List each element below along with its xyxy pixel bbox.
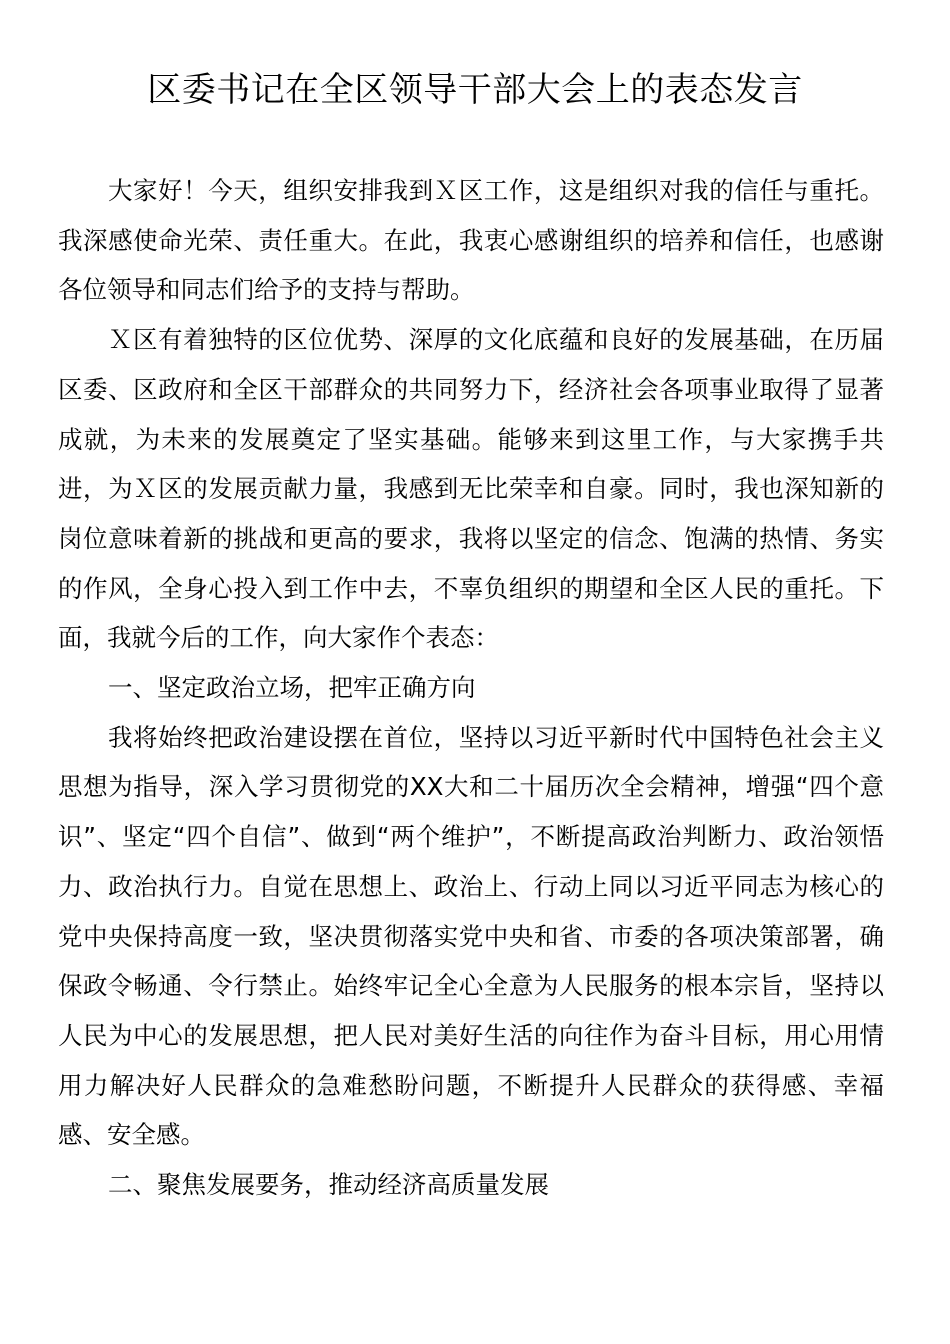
document-title: 区委书记在全区领导干部大会上的表态发言 (147, 70, 803, 110)
paragraph-political-stance: 我将始终把政治建设摆在首位，坚持以习近平新时代中国特色社会主义思想为指导，深入学习贯彻党的XX大和二十届历次全会精神，增强“四个意识”、坚定“四个自信”、做到“两个维护”，不断提高政治判断力、政治领悟力、政治执行力。自觉在思想上、政治上、行动上同以习近平同志为核心的党中央保持高度一致，坚决贯彻落实党中央和省、市委的各项决策部署，确保政令畅通、令行禁止。始终牢记全心全意为人民服务的根本宗旨，坚持以人民为中心的发展思想，把人民对美好生活的向往作为奋斗目标，用心用情用力解决好人民群众的急难愁盼问题，不断提升人民群众的获得感、幸福感、安全感。 (58, 722, 884, 1150)
paragraph-district-overview: Ｘ区有着独特的区位优势、深厚的文化底蕴和良好的发展基础，在历届区委、区政府和全区干部群众的共同努力下，经济社会各项事业取得了显著成就，为未来的发展奠定了坚实基础。能够来到这里工作，与大家携手共进，为Ｘ区的发展贡献力量，我感到无比荣幸和自豪。同时，我也深知新的岗位意味着新的挑战和更高的要求，我将以坚定的信念、饱满的热情、务实的作风，全身心投入到工作中去，不辜负组织的期望和全区人民的重托。下面，我就今后的工作，向大家作个表态： (58, 325, 884, 653)
section-heading-1: 一、坚定政治立场，把牢正确方向 (108, 673, 476, 703)
document-body (58, 166, 884, 1210)
section-heading-2: 二、聚焦发展要务，推动经济高质量发展 (108, 1170, 549, 1200)
paragraph-greeting: 大家好！今天，组织安排我到Ｘ区工作，这是组织对我的信任与重托。我深感使命光荣、责任重大。在此，我衷心感谢组织的培养和信任，也感谢各位领导和同志们给予的支持与帮助。 (58, 176, 884, 305)
